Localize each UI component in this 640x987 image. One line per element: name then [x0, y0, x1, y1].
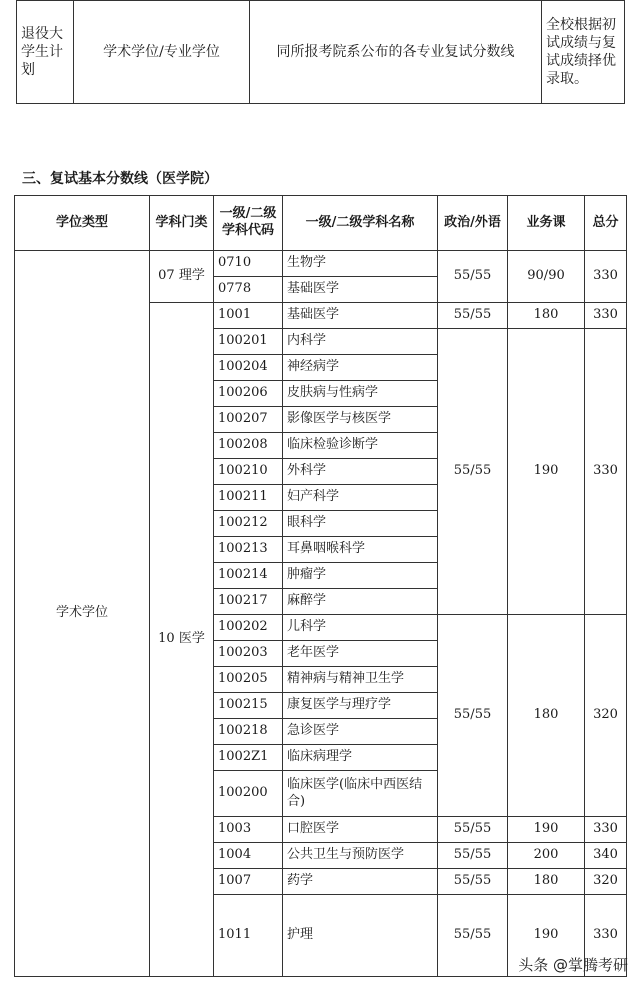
total-cell: 330	[585, 251, 627, 303]
professional-cell: 180	[508, 303, 585, 329]
code-cell: 100218	[214, 719, 283, 745]
header-discipline: 学科门类	[150, 196, 214, 251]
code-cell: 1007	[214, 869, 283, 895]
name-cell: 麻醉学	[283, 589, 438, 615]
code-cell: 1003	[214, 817, 283, 843]
degree-type-cell: 学术学位	[15, 251, 150, 977]
code-cell: 100200	[214, 771, 283, 817]
admission-note-cell: 全校根据初试成绩与复试成绩择优录取。	[542, 1, 625, 104]
total-cell: 330	[585, 895, 627, 977]
total-cell: 320	[585, 869, 627, 895]
politics-cell: 55/55	[438, 869, 508, 895]
code-cell: 100204	[214, 355, 283, 381]
name-cell: 影像医学与核医学	[283, 407, 438, 433]
code-cell: 100215	[214, 693, 283, 719]
name-cell: 基础医学	[283, 277, 438, 303]
name-cell: 基础医学	[283, 303, 438, 329]
professional-cell: 180	[508, 869, 585, 895]
code-cell: 100206	[214, 381, 283, 407]
name-cell: 精神病与精神卫生学	[283, 667, 438, 693]
header-professional: 业务课	[508, 196, 585, 251]
code-cell: 100212	[214, 511, 283, 537]
code-cell: 1001	[214, 303, 283, 329]
name-cell: 外科学	[283, 459, 438, 485]
header-politics-foreign: 政治/外语	[438, 196, 508, 251]
watermark: 头条 @掌腾考研	[518, 956, 628, 974]
professional-cell: 90/90	[508, 251, 585, 303]
plan-cell: 退役大学生计划	[17, 1, 74, 104]
code-cell: 0710	[214, 251, 283, 277]
code-cell: 100213	[214, 537, 283, 563]
total-cell: 320	[585, 615, 627, 817]
name-cell: 神经病学	[283, 355, 438, 381]
politics-cell: 55/55	[438, 615, 508, 817]
name-cell: 口腔医学	[283, 817, 438, 843]
header-total: 总分	[585, 196, 627, 251]
header-code: 一级/二级学科代码	[214, 196, 283, 251]
code-cell: 1002Z1	[214, 745, 283, 771]
retest-score-table	[14, 195, 627, 977]
code-cell: 1004	[214, 843, 283, 869]
code-cell: 100210	[214, 459, 283, 485]
name-cell: 生物学	[283, 251, 438, 277]
code-cell: 100217	[214, 589, 283, 615]
code-cell: 100201	[214, 329, 283, 355]
code-cell: 100214	[214, 563, 283, 589]
professional-cell: 190	[508, 895, 585, 977]
code-cell: 100203	[214, 641, 283, 667]
name-cell: 眼科学	[283, 511, 438, 537]
code-cell: 100202	[214, 615, 283, 641]
name-cell: 临床检验诊断学	[283, 433, 438, 459]
name-cell: 临床医学(临床中西医结合)	[283, 771, 438, 817]
name-cell: 皮肤病与性病学	[283, 381, 438, 407]
degree-type-cell: 学术学位/专业学位	[74, 1, 250, 104]
code-cell: 100208	[214, 433, 283, 459]
name-cell: 康复医学与理疗学	[283, 693, 438, 719]
discipline-cell: 07 理学	[150, 251, 214, 303]
code-cell: 100207	[214, 407, 283, 433]
politics-cell: 55/55	[438, 895, 508, 977]
politics-cell: 55/55	[438, 843, 508, 869]
total-cell: 330	[585, 817, 627, 843]
name-cell: 耳鼻咽喉科学	[283, 537, 438, 563]
total-cell: 330	[585, 329, 627, 615]
politics-cell: 55/55	[438, 251, 508, 303]
header-degree-type: 学位类型	[15, 196, 150, 251]
name-cell: 老年医学	[283, 641, 438, 667]
politics-cell: 55/55	[438, 817, 508, 843]
table-row	[15, 251, 627, 277]
code-cell: 0778	[214, 277, 283, 303]
name-cell: 妇产科学	[283, 485, 438, 511]
total-cell: 340	[585, 843, 627, 869]
professional-cell: 190	[508, 329, 585, 615]
discipline-cell: 10 医学	[150, 303, 214, 977]
politics-cell: 55/55	[438, 303, 508, 329]
section-title: 三、复试基本分数线（医学院）	[22, 171, 218, 187]
professional-cell: 190	[508, 817, 585, 843]
professional-cell: 200	[508, 843, 585, 869]
header-row	[15, 196, 627, 251]
code-cell: 100205	[214, 667, 283, 693]
politics-cell: 55/55	[438, 329, 508, 615]
professional-cell: 180	[508, 615, 585, 817]
code-cell: 100211	[214, 485, 283, 511]
name-cell: 急诊医学	[283, 719, 438, 745]
name-cell: 儿科学	[283, 615, 438, 641]
score-line-cell: 同所报考院系公布的各专业复试分数线	[250, 1, 542, 104]
name-cell: 临床病理学	[283, 745, 438, 771]
name-cell: 肿瘤学	[283, 563, 438, 589]
name-cell: 内科学	[283, 329, 438, 355]
header-name: 一级/二级学科名称	[283, 196, 438, 251]
name-cell: 公共卫生与预防医学	[283, 843, 438, 869]
total-cell: 330	[585, 303, 627, 329]
name-cell: 护理	[283, 895, 438, 977]
code-cell: 1011	[214, 895, 283, 977]
retired-student-plan-table	[16, 0, 625, 104]
name-cell: 药学	[283, 869, 438, 895]
